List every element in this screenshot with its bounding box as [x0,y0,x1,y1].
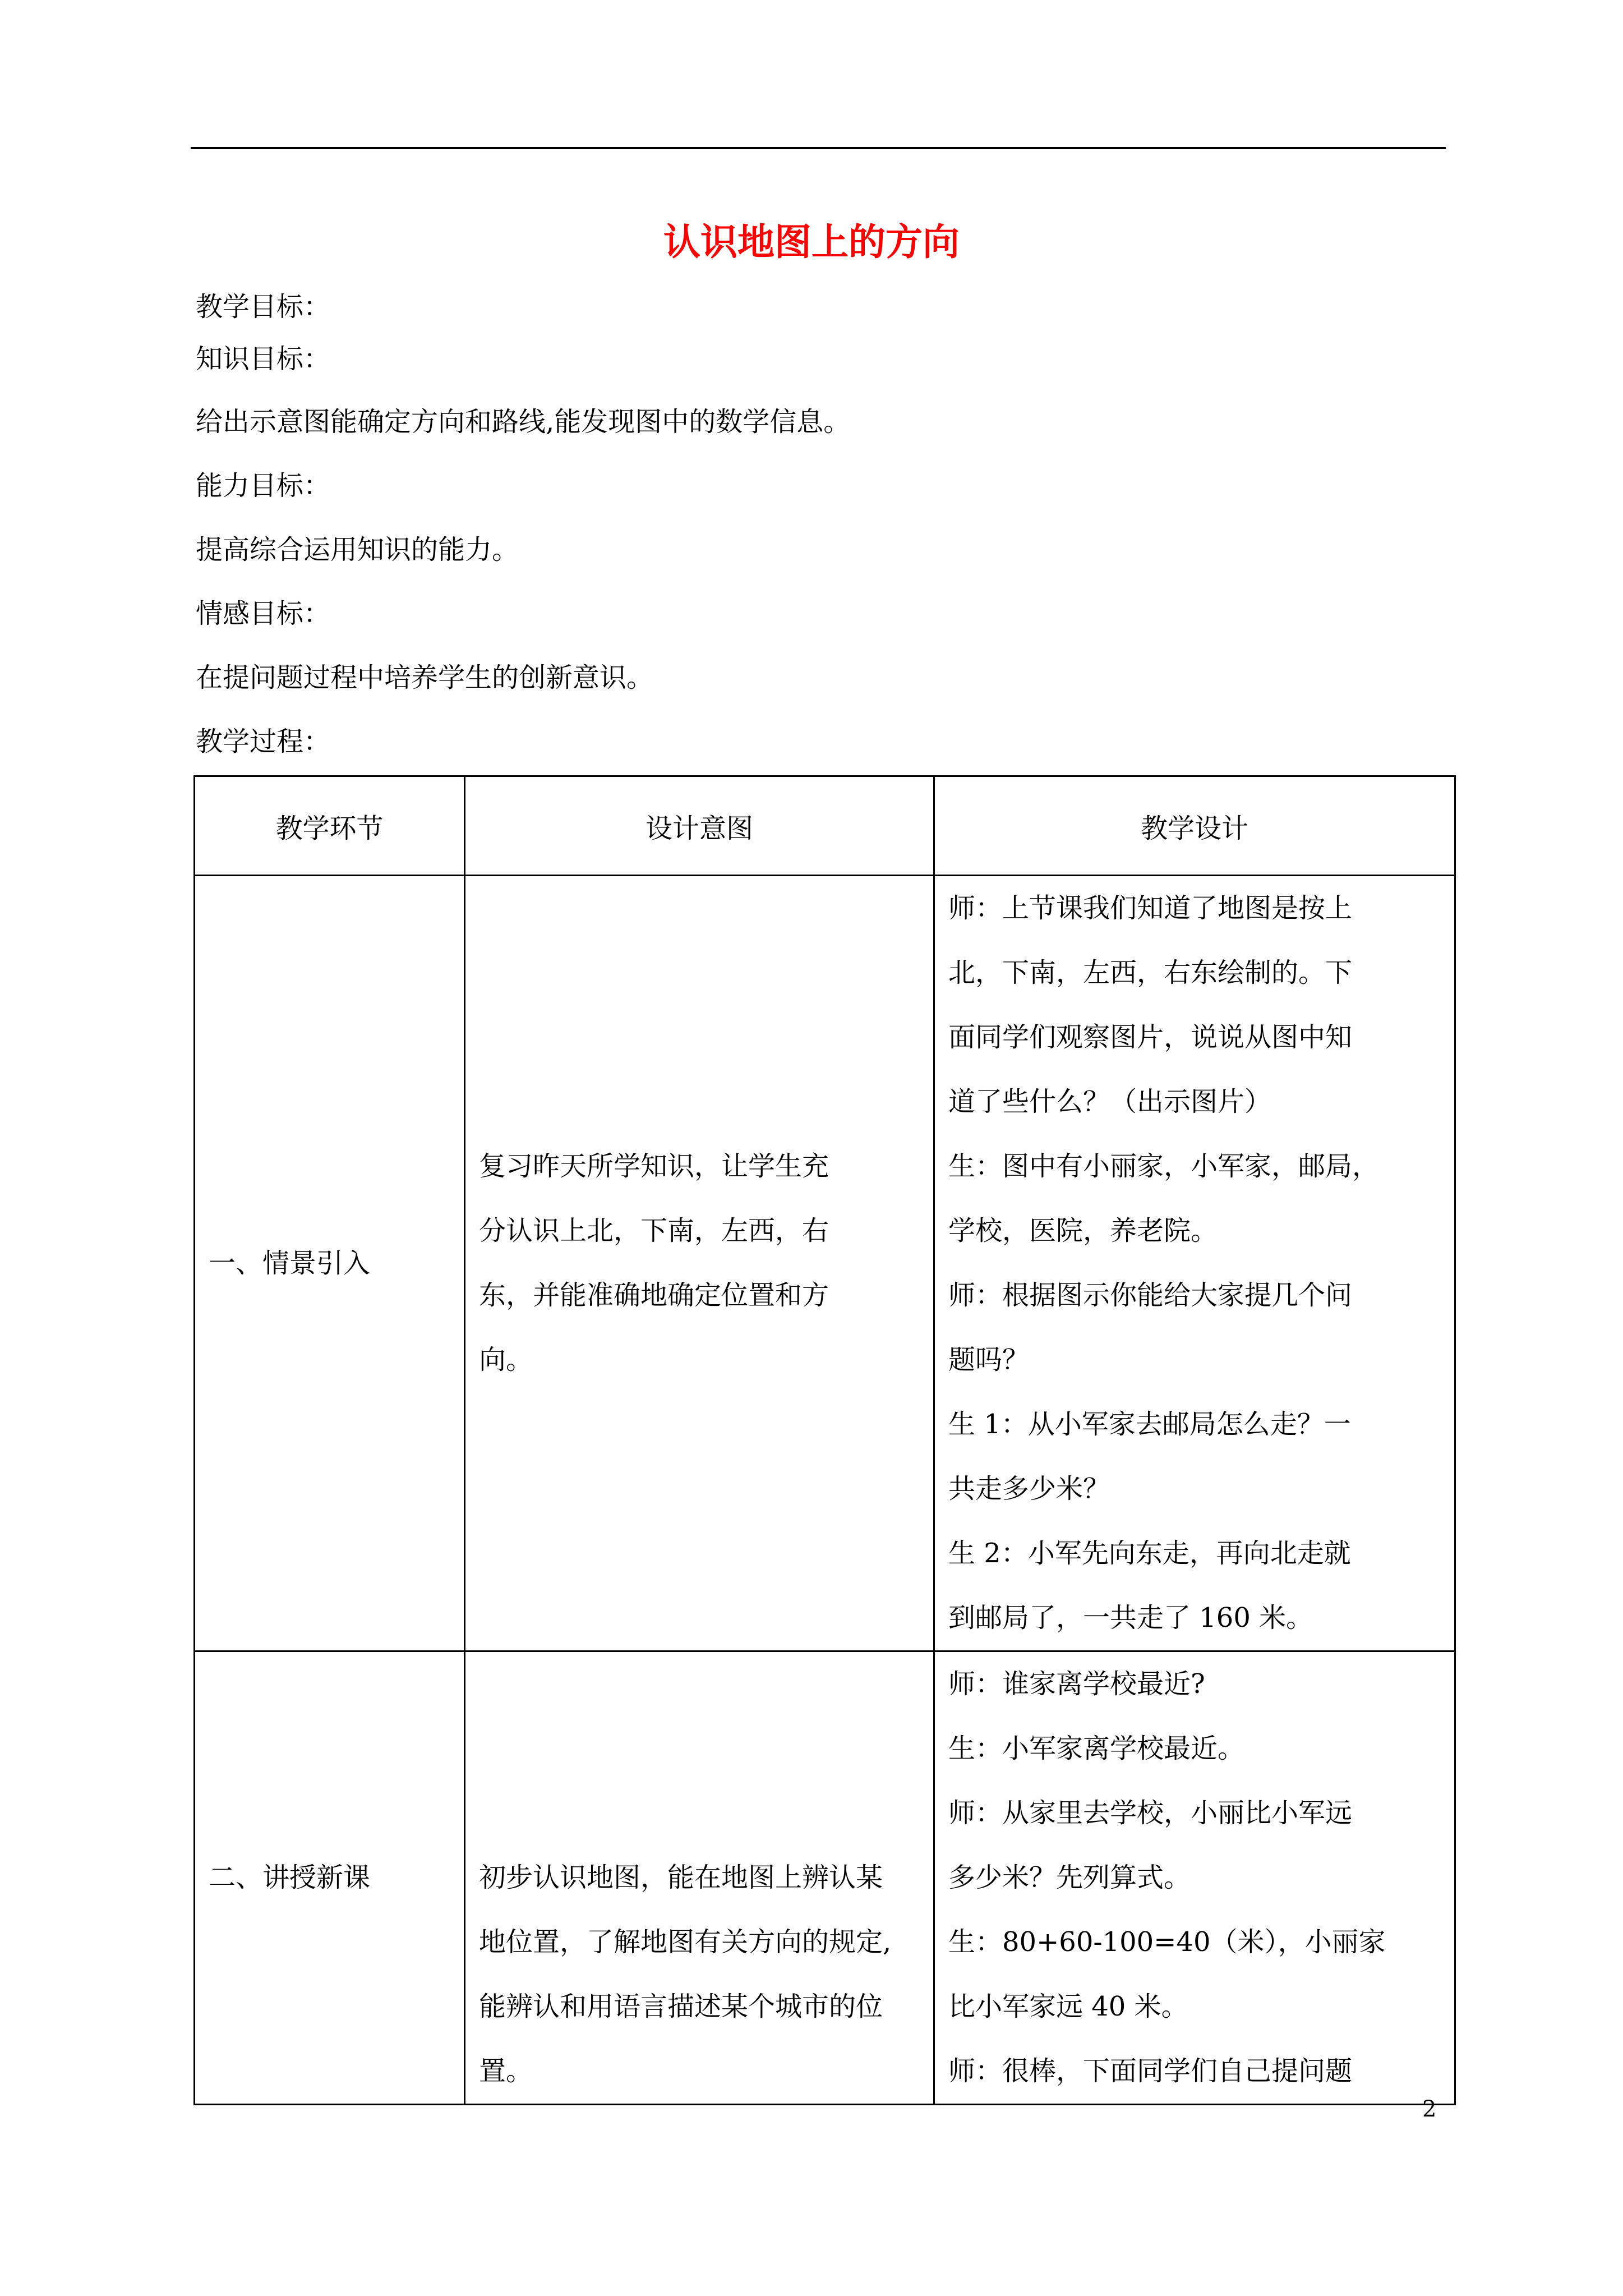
page-number: 2 [1422,2096,1437,2122]
paragraph-knowledge-text: 给出示意图能确定方向和路线,能发现图中的数学信息。 [196,406,851,438]
table-header-row [195,776,1455,876]
intent-cell [465,1651,934,2105]
intent-line: 复习昨天所学知识，让学生充 [479,1151,829,1182]
design-line: 师：根据图示你能给大家提几个问 [948,1280,1353,1311]
intent-line: 分认识上北，下南，左西，右 [479,1215,829,1246]
teaching-process-table [193,775,1456,2105]
design-line: 师：谁家离学校最近? [948,1668,1205,1700]
design-line: 生：小军家离学校最近。 [948,1733,1245,1764]
header-stage: 教学环节 [195,776,465,876]
paragraph-emotion-text: 在提问题过程中培养学生的创新意识。 [196,662,654,693]
table-row [195,1651,1455,2105]
header-intent: 设计意图 [465,776,934,876]
design-line: 师：从家里去学校，小丽比小军远 [948,1797,1353,1829]
intent-line: 地位置，了解地图有关方向的规定, [479,1926,892,1958]
stage-label: 一、情景引入 [209,1247,371,1279]
header-design: 教学设计 [934,776,1455,876]
design-line: 面同学们观察图片，说说从图中知 [948,1022,1353,1053]
stage-cell [195,1651,465,2105]
table-row [195,876,1455,1651]
design-line: 多少米？先列算式。 [948,1862,1191,1893]
stage-cell [195,876,465,1651]
design-line: 共走多少米？ [948,1473,1110,1504]
design-line: 北，下南，左西，右东绘制的。下 [948,957,1353,988]
stage-label: 二、讲授新课 [209,1862,371,1893]
design-line: 生：图中有小丽家，小军家，邮局， [948,1151,1380,1182]
design-line: 学校，医院，养老院。 [948,1215,1218,1246]
intent-line: 置。 [479,2055,533,2087]
paragraph-teaching-goals: 教学目标： [196,291,331,323]
design-line: 比小军家远 40 米。 [948,1991,1188,2022]
intent-line: 初步认识地图，能在地图上辨认某 [479,1862,883,1893]
design-cell [934,1651,1455,2105]
paragraph-teaching-process: 教学过程： [196,726,331,757]
design-line: 道了些什么？（出示图片） [948,1086,1272,1117]
header-rule [191,147,1446,149]
design-line: 师：上节课我们知道了地图是按上 [948,892,1353,924]
document-title: 认识地图上的方向 [663,220,960,264]
design-line: 生：80+60-100=40（米），小丽家 [948,1926,1386,1958]
intent-cell [465,876,934,1651]
paragraph-knowledge-goals: 知识目标： [196,343,331,375]
paragraph-emotion-goals: 情感目标： [196,598,331,629]
intent-line: 能辨认和用语言描述某个城市的位 [479,1991,883,2022]
design-line: 题吗？ [948,1344,1030,1375]
intent-line: 东，并能准确地确定位置和方 [479,1280,829,1311]
paragraph-ability-goals: 能力目标： [196,470,331,501]
design-line: 师：很棒，下面同学们自己提问题 [948,2055,1353,2087]
intent-line: 向。 [479,1344,533,1375]
paragraph-ability-text: 提高综合运用知识的能力。 [196,534,519,565]
design-line: 生 1：从小军家去邮局怎么走？一 [948,1409,1351,1440]
design-cell [934,876,1455,1651]
design-line: 到邮局了，一共走了 160 米。 [948,1602,1313,1634]
design-line: 生 2：小军先向东走，再向北走就 [948,1538,1351,1569]
